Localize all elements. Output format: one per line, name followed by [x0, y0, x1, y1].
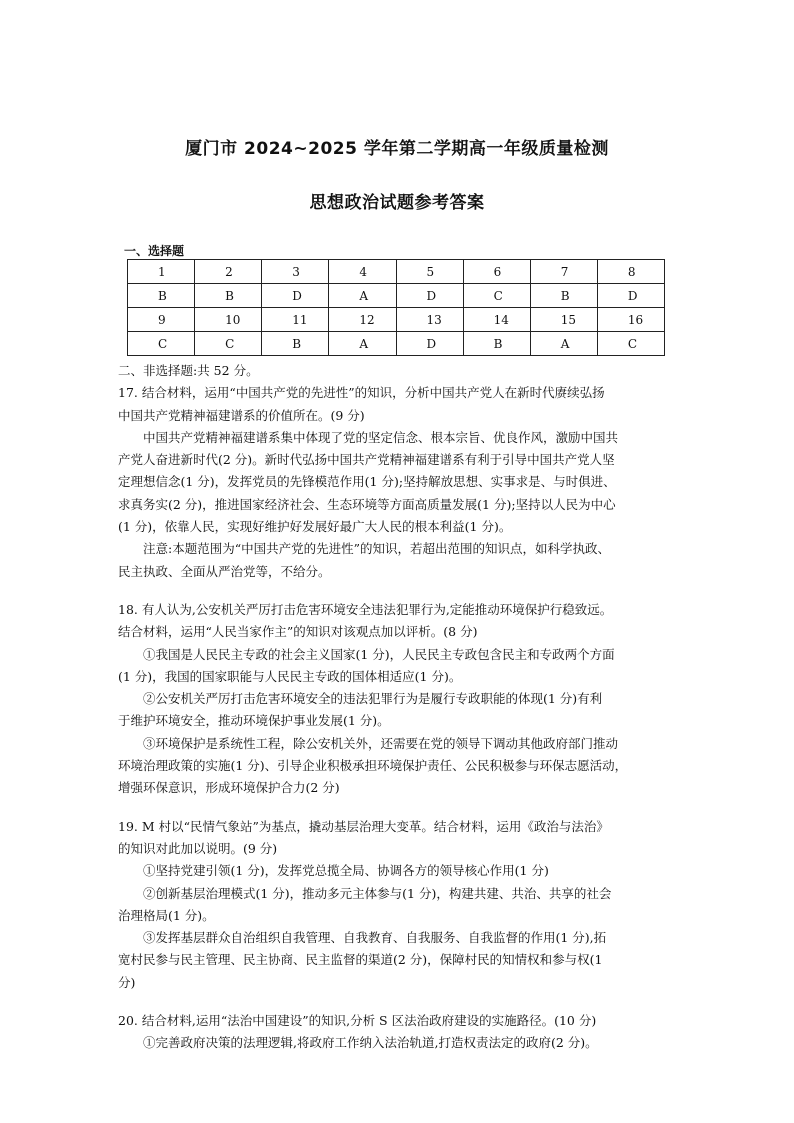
table-cell: B	[128, 284, 195, 308]
table-cell: B	[195, 284, 262, 308]
table-cell: 9	[128, 308, 195, 332]
question-18-answer: 于维护环境安全，推动环境保护事业发展(1 分)。	[118, 713, 390, 729]
question-17-answer: 求真务实(2 分)，推进国家经济社会、生态环境等方面高质量发展(1 分);坚持以人民为中心	[118, 496, 616, 512]
table-cell: 7	[530, 260, 597, 284]
table-cell: C	[463, 284, 530, 308]
table-cell: C	[195, 332, 262, 356]
table-cell: 16	[597, 308, 664, 332]
table-cell: 15	[530, 308, 597, 332]
table-cell: 10	[195, 308, 262, 332]
table-cell: A	[329, 332, 396, 356]
question-18-answer: ③环境保护是系统性工程，除公安机关外，还需要在党的领导下调动其他政府部门推动	[143, 735, 619, 751]
table-row	[128, 308, 665, 332]
table-cell: 5	[396, 260, 463, 284]
table-cell: C	[597, 332, 664, 356]
question-19-answer: ②创新基层治理模式(1 分)，推动多元主体参与(1 分)，构建共建、共治、共享的社会	[143, 885, 612, 901]
question-17-answer: 定理想信念(1 分)，发挥党员的先锋模范作用(1 分);坚持解放思想、实事求是、与时俱进、	[118, 474, 616, 490]
question-17-answer: 产党人奋进新时代(2 分)。新时代弘扬中国共产党精神福建谱系有利于引导中国共产党人坚	[118, 452, 615, 468]
answer-key-table	[127, 259, 665, 356]
question-17-prompt: 中国共产党精神福建谱系的价值所在。(9 分)	[118, 407, 365, 423]
question-17-note: 注意:本题范围为“中国共产党的先进性”的知识，若超出范围的知识点，如科学执政、	[143, 541, 610, 557]
question-19-answer: ③发挥基层群众自治组织自我管理、自我教育、自我服务、自我监督的作用(1 分),拓	[143, 930, 607, 946]
section-heading-choice: 一、选择题	[124, 244, 185, 258]
table-cell: 11	[262, 308, 329, 332]
table-cell: 6	[463, 260, 530, 284]
answer-body	[118, 360, 678, 1055]
table-cell: B	[463, 332, 530, 356]
question-17-answer: 中国共产党精神福建谱系集中体现了党的坚定信念、根本宗旨、优良作风，激励中国共	[143, 429, 619, 445]
table-cell: 1	[128, 260, 195, 284]
question-18-prompt: 结合材料，运用“人民当家作主”的知识对该观点加以评析。(8 分)	[118, 624, 478, 640]
question-18-prompt: 18. 有人认为,公安机关严厉打击危害环境安全违法犯罪行为,定能推动环境保护行稳致远。	[118, 601, 613, 617]
table-row	[128, 284, 665, 308]
spacer	[118, 800, 678, 816]
table-cell: 3	[262, 260, 329, 284]
question-18-answer: ②公安机关严厉打击危害环境安全的违法犯罪行为是履行专政职能的体现(1 分)有利	[143, 691, 603, 707]
table-cell: 4	[329, 260, 396, 284]
spacer	[118, 583, 678, 599]
question-19-answer: 治理格局(1 分)。	[118, 907, 215, 923]
question-19-prompt: 的知识对此加以说明。(9 分)	[118, 840, 278, 856]
question-17-answer: (1 分)，依靠人民，实现好维护好发展好最广大人民的根本利益(1 分)。	[118, 519, 512, 535]
question-17-note: 民主执政、全面从严治党等，不给分。	[118, 563, 331, 579]
question-18-answer: 环境治理政策的实施(1 分)、引导企业积极承担环境保护责任、公民积极参与环保志愿活动，	[118, 758, 628, 774]
spacer	[118, 994, 678, 1010]
table-row	[128, 260, 665, 284]
question-20-prompt: 20. 结合材料,运用“法治中国建设”的知识,分析 S 区法治政府建设的实施路径。(10 分)	[118, 1013, 597, 1029]
question-17-prompt: 17. 结合材料，运用“中国共产党的先进性”的知识，分析中国共产党人在新时代赓续弘扬	[118, 385, 605, 401]
section-heading-nonchoice: 二、非选择题:共 52 分。	[118, 363, 259, 378]
table-cell: 8	[597, 260, 664, 284]
table-cell: B	[262, 332, 329, 356]
table-cell: 14	[463, 308, 530, 332]
table-cell: D	[262, 284, 329, 308]
question-20-answer: ①完善政府决策的法理逻辑,将政府工作纳入法治轨道,打造权责法定的政府(2 分)。	[143, 1035, 598, 1051]
question-19-answer: ①坚持党建引领(1 分)，发挥党总揽全局、协调各方的领导核心作用(1 分)	[143, 863, 549, 879]
question-18-answer: (1 分)，我国的国家职能与人民民主专政的国体相适应(1 分)。	[118, 668, 462, 684]
table-cell: D	[396, 332, 463, 356]
table-cell: 13	[396, 308, 463, 332]
table-cell: 12	[329, 308, 396, 332]
table-cell: D	[597, 284, 664, 308]
table-cell: C	[128, 332, 195, 356]
table-row	[128, 332, 665, 356]
document-title: 厦门市 2024~2025 学年第二学期高一年级质量检测	[185, 139, 609, 159]
question-19-answer: 分)	[118, 974, 136, 990]
table-cell: D	[396, 284, 463, 308]
table-cell: 2	[195, 260, 262, 284]
table-cell: A	[329, 284, 396, 308]
question-19-prompt: 19. M 村以“民情气象站”为基点，撬动基层治理大变革。结合材料，运用《政治与法治》	[118, 818, 609, 834]
document-subtitle: 思想政治试题参考答案	[309, 193, 485, 213]
question-19-answer: 宽村民参与民主管理、民主协商、民主监督的渠道(2 分)，保障村民的知情权和参与权(1	[118, 952, 603, 968]
table-cell: B	[530, 284, 597, 308]
question-18-answer: ①我国是人民民主专政的社会主义国家(1 分)，人民民主专政包含民主和专政两个方面	[143, 646, 615, 662]
table-cell: A	[530, 332, 597, 356]
question-18-answer: 增强环保意识，形成环境保护合力(2 分)	[118, 780, 340, 796]
